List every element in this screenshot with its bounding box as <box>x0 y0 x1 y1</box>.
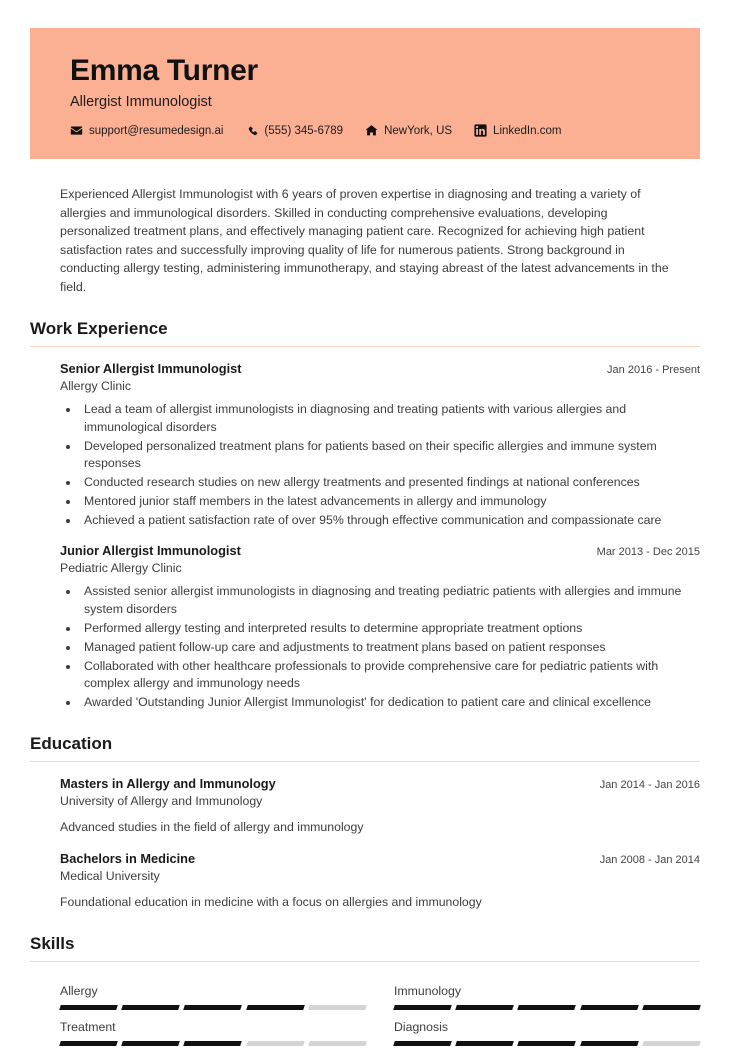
skill-segment-empty <box>246 1041 305 1046</box>
skill-segment-filled <box>59 1005 118 1010</box>
contact-location[interactable] <box>365 124 452 137</box>
resume-header <box>30 28 700 159</box>
skill-segment-filled <box>393 1005 452 1010</box>
contact-linkedin[interactable] <box>474 124 561 137</box>
phone-icon <box>245 124 258 137</box>
list-item: • Mentored junior staff members in the latest advancements in allergy and immunology <box>80 493 700 510</box>
skill-segment-filled <box>642 1005 701 1010</box>
skill-segment-filled <box>455 1041 514 1046</box>
skill-segment-empty <box>642 1041 701 1046</box>
list-item: • Performed allergy testing and interpreted results to determine appropriate treatment options <box>80 620 700 637</box>
list-item: • Achieved a patient satisfaction rate of over 95% through effective communication and compassionate care <box>80 512 700 529</box>
skill-segment-filled <box>518 1005 577 1010</box>
list-item: • Conducted research studies on new allergy treatments and presented findings at national conferences <box>80 474 700 491</box>
skill-label: Diagnosis <box>394 1020 448 1035</box>
work-entry-bullets <box>80 583 700 711</box>
contact-phone[interactable] <box>245 124 343 137</box>
list-item: • Assisted senior allergist immunologists in diagnosing and treating pediatric patients with allergies and immune system disorders <box>80 583 700 618</box>
skill-segment-filled <box>184 1041 243 1046</box>
work-entry <box>60 543 700 711</box>
education-entry <box>60 776 700 837</box>
skills-grid <box>30 974 700 1046</box>
contact-row <box>70 124 660 137</box>
work-entry-title: Junior Allergist Immunologist <box>60 543 241 559</box>
skills-section <box>30 934 700 1047</box>
skill-segment-filled <box>184 1005 243 1010</box>
professional-summary: Experienced Allergist Immunologist with 6 years of proven expertise in diagnosing and treating a variety of allergies and immunological disorders. Skilled in conducting comprehensive evaluations, developing personalized treatment plans, and effectively managing patient care. Recognized for achieving high patient satisfaction rates and successfully improving quality of life for numerous patients. Strong background in conducting allergy testing, administering immunotherapy, and staying abreast of the latest advancements in the field. <box>60 187 669 295</box>
education-entry-title: Masters in Allergy and Immunology <box>60 776 276 791</box>
education-entry-head <box>60 851 700 866</box>
work-experience-section <box>30 319 700 712</box>
skill-rating-bar <box>60 1005 366 1010</box>
list-item: • Lead a team of allergist immunologists in diagnosing and treating patients with various allergies and immunological disorders <box>80 401 700 436</box>
skill-item <box>60 1020 366 1046</box>
work-entry <box>60 361 700 529</box>
skill-rating-bar <box>60 1041 366 1046</box>
education-entry-head <box>60 776 700 791</box>
education-heading: Education <box>30 733 113 753</box>
candidate-name: Emma Turner <box>70 54 258 87</box>
skill-segment-filled <box>121 1005 180 1010</box>
section-divider <box>30 761 700 763</box>
skill-segment-filled <box>59 1041 118 1046</box>
work-entry-organization: Pediatric Allergy Clinic <box>60 561 182 576</box>
education-entry-title: Bachelors in Medicine <box>60 850 196 866</box>
skill-rating-bar <box>394 1005 700 1010</box>
skill-item <box>394 984 700 1010</box>
education-entry <box>60 851 700 912</box>
linkedin-icon <box>474 124 487 137</box>
skill-segment-empty <box>308 1005 367 1010</box>
work-experience-entries <box>30 361 700 711</box>
education-entry-description: Foundational education in medicine with a focus on allergies and immunology <box>60 894 482 909</box>
skill-label: Immunology <box>394 984 461 999</box>
skill-label: Allergy <box>60 984 98 999</box>
skill-label: Treatment <box>60 1020 116 1035</box>
education-entries <box>30 776 700 912</box>
work-entry-date: Mar 2013 - Dec 2015 <box>596 546 700 559</box>
work-entry-title: Senior Allergist Immunologist <box>60 361 242 377</box>
education-entry-date: Jan 2014 - Jan 2016 <box>599 779 700 791</box>
skill-segment-filled <box>580 1005 639 1010</box>
section-divider <box>30 346 700 348</box>
contact-email[interactable] <box>70 124 223 137</box>
contact-email-text: support@resumedesign.ai <box>89 124 224 137</box>
skill-segment-empty <box>308 1041 367 1046</box>
skill-segment-filled <box>455 1005 514 1010</box>
education-entry-organization: Medical University <box>60 868 160 883</box>
contact-linkedin-text: LinkedIn.com <box>493 124 562 137</box>
education-entry-date: Jan 2008 - Jan 2014 <box>599 853 700 866</box>
skills-heading: Skills <box>30 933 75 953</box>
education-section <box>30 734 700 912</box>
skill-segment-filled <box>580 1041 639 1046</box>
work-entry-head <box>60 543 700 558</box>
skill-segment-filled <box>246 1005 305 1010</box>
skill-segment-filled <box>393 1041 452 1046</box>
work-entry-organization: Allergy Clinic <box>60 379 132 394</box>
work-entry-date: Jan 2016 - Present <box>607 364 700 377</box>
skill-item <box>60 984 366 1010</box>
email-icon <box>70 124 83 137</box>
list-item: • Developed personalized treatment plans for patients based on their specific allergies and immune system responses <box>80 438 700 473</box>
skill-segment-filled <box>121 1041 180 1046</box>
skill-segment-filled <box>518 1041 577 1046</box>
skill-rating-bar <box>394 1041 700 1046</box>
list-item: • Collaborated with other healthcare professionals to provide comprehensive care for pediatric patients with complex allergy and immunology needs <box>80 658 700 693</box>
section-divider <box>30 961 700 963</box>
candidate-job-title: Allergist Immunologist <box>70 94 212 110</box>
list-item: • Awarded 'Outstanding Junior Allergist Immunologist' for dedication to patient care and clinical excellence <box>80 694 700 711</box>
work-entry-bullets <box>80 401 700 529</box>
work-entry-head <box>60 361 700 376</box>
skill-item <box>394 1020 700 1046</box>
education-entry-organization: University of Allergy and Immunology <box>60 794 263 808</box>
education-entry-description: Advanced studies in the field of allergy and immunology <box>60 820 364 834</box>
contact-phone-text: (555) 345-6789 <box>264 124 344 137</box>
home-icon <box>365 124 378 137</box>
resume-page <box>0 28 730 1052</box>
contact-location-text: NewYork, US <box>384 124 453 137</box>
work-experience-heading: Work Experience <box>30 318 168 338</box>
list-item: • Managed patient follow-up care and adjustments to treatment plans based on patient responses <box>80 639 700 656</box>
